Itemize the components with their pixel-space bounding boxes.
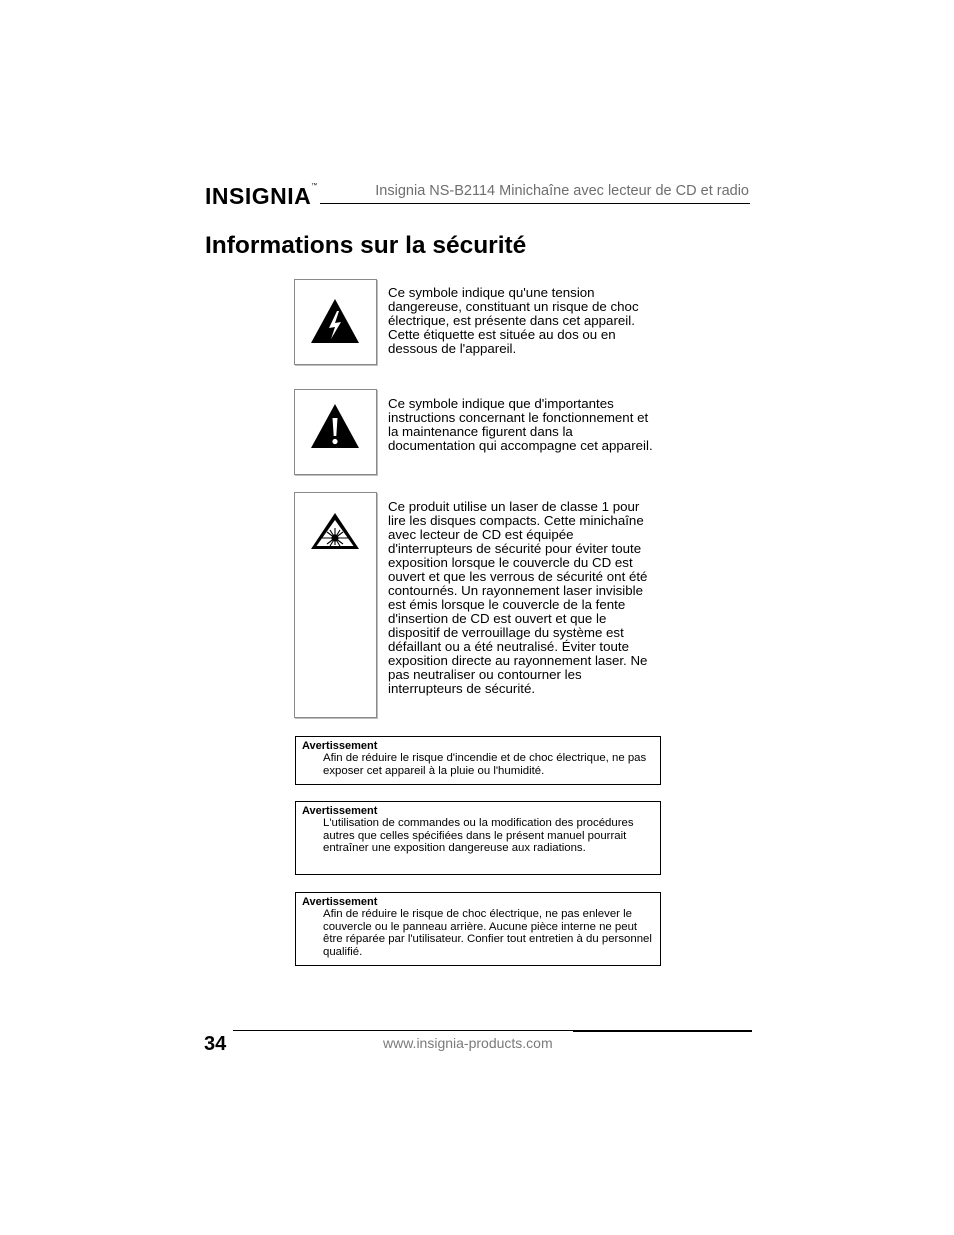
page-number: 34 [204, 1033, 227, 1055]
electric-shock-warning-icon [309, 297, 361, 345]
warning-title: Avertissement [302, 740, 378, 752]
symbol-text-electric-shock: Ce symbole indique qu'une tension dangereuse, constituant un risque de choc électrique, est présente dans cet appareil. Cette étiquette est située au dos ou en dessous de l'appareil. [388, 285, 639, 356]
symbol-box-exclamation [294, 389, 377, 475]
warning-box [295, 801, 661, 875]
warning-box [295, 892, 661, 966]
footer-url: www.insignia-products.com [383, 1035, 553, 1051]
warning-title: Avertissement [302, 896, 378, 908]
insignia-logo: INSIGNIA™ [205, 183, 318, 209]
warning-text: L'utilisation de commandes ou la modification des procédures autres que celles spécifiées dans le présent manuel pourrait entraîner une exposition dangereuse aux radiations. [323, 817, 634, 854]
footer-rule-accent [573, 1030, 752, 1032]
header-rule [320, 203, 750, 204]
warning-text: Afin de réduire le risque de choc électrique, ne pas enlever le couvercle ou le panneau arrière. Aucune pièce interne ne peut être réparée par l'utilisateur. Confier tout entretien à du personnel qualifié. [323, 908, 652, 958]
warning-box [295, 736, 661, 785]
symbol-text-exclamation: Ce symbole indique que d'importantes instructions concernant le fonctionnement et la maintenance figurent dans la documentation qui accompagne cet appareil. [388, 396, 653, 453]
laser-warning-icon [309, 511, 361, 551]
header-title: Insignia NS-B2114 Minichaîne avec lecteur de CD et radio [375, 183, 749, 199]
exclamation-warning-icon [309, 402, 361, 450]
page-title: Informations sur la sécurité [205, 232, 527, 259]
symbol-box-electric-shock [294, 279, 377, 365]
symbol-box-laser [294, 492, 377, 718]
warning-text: Afin de réduire le risque d'incendie et de choc électrique, ne pas exposer cet appareil à la pluie ou l'humidité. [323, 752, 647, 777]
warning-title: Avertissement [302, 805, 378, 817]
symbol-text-laser: Ce produit utilise un laser de classe 1 pour lire les disques compacts. Cette minichaîne avec lecteur de CD est équipée d'interrupteurs de sécurité pour éviter toute exposition lorsque le couvercle du CD est ouvert et que les verrous de sécurité ont été contournés. Un rayonnement laser invisible est émis lorsque le couvercle de la fente d'insertion de CD est ouvert et que le dispositif de verrouillage du système est défaillant ou a été neutralisé. Éviter toute exposition directe au rayonnement laser. Ne pas neutraliser ou contourner les interrupteurs de sécurité. [388, 499, 648, 696]
